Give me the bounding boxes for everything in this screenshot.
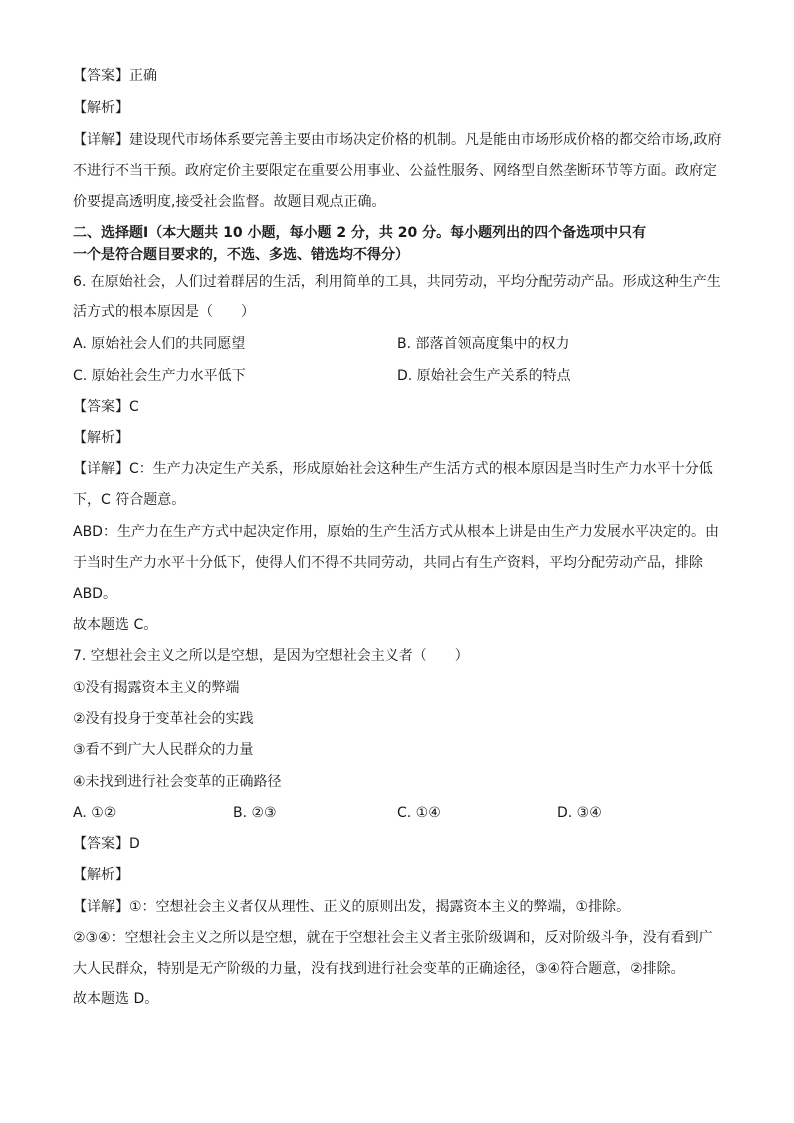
q6-detail-line: ABD：生产力在生产方式中起决定作用，原始的生产生活方式从根本上讲是由生产力发展水平决定的。由	[73, 524, 719, 540]
q6-option-a: A. 原始社会人们的共同愿望	[73, 336, 246, 352]
q6-option-b: B. 部落首领高度集中的权力	[397, 336, 570, 352]
q6-detail-line: 故本题选 C。	[73, 617, 158, 633]
q7-answer: 【答案】D	[73, 836, 140, 852]
q7-detail-line: ②③④：空想社会主义之所以是空想，就在于空想社会主义者主张阶级调和，反对阶级斗争，没有看到广	[73, 930, 713, 946]
q6-analysis-label: 【解析】	[73, 430, 129, 446]
q7-stem: 7. 空想社会主义之所以是空想，是因为空想社会主义者（ ）	[73, 648, 469, 664]
q6-detail-line: ABD。	[73, 586, 117, 602]
q7-detail-line: 大人民群众，特别是无产阶级的力量，没有找到进行社会变革的正确途径，③④符合题意，②排除。	[73, 961, 685, 977]
q6-option-c: C. 原始社会生产力水平低下	[73, 368, 246, 384]
q6-stem: 6. 在原始社会，人们过着群居的生活，利用简单的工具，共同劳动，平均分配劳动产品。形成这种生产生	[73, 274, 721, 290]
q6-detail-line: 下，C 符合题意。	[73, 492, 186, 508]
q5-detail-line: 价要提高透明度,接受社会监督。故题目观点正确。	[73, 194, 386, 210]
q5-detail-line: 【详解】建设现代市场体系要完善主要由市场决定价格的机制。凡是能由市场形成价格的都交给市场,政府	[73, 132, 722, 148]
q7-item: ②没有投身于变革社会的实践	[73, 711, 254, 727]
section-heading: 二、选择题Ⅰ（本大题共 10 小题，每小题 2 分，共 20 分。每小题列出的四个备选项中只有	[73, 225, 647, 241]
q7-option-d: D. ③④	[557, 805, 602, 821]
q7-item: ①没有揭露资本主义的弊端	[73, 680, 240, 696]
q6-option-d: D. 原始社会生产关系的特点	[397, 368, 571, 384]
q7-item: ④未找到进行社会变革的正确路径	[73, 774, 282, 790]
q6-answer: 【答案】C	[73, 399, 139, 415]
section-heading: 一个是符合题目要求的，不选、多选、错选均不得分）	[73, 247, 409, 263]
q7-detail-line: 故本题选 D。	[73, 991, 159, 1007]
q7-item: ③看不到广大人民群众的力量	[73, 742, 254, 758]
q7-detail-line: 【详解】①：空想社会主义者仅从理性、正义的原则出发，揭露资本主义的弊端，①排除。	[73, 899, 631, 915]
q7-analysis-label: 【解析】	[73, 867, 129, 883]
q5-detail-line: 不进行不当干预。政府定价主要限定在重要公用事业、公益性服务、网络型自然垄断环节等方面。政府定	[73, 163, 717, 179]
q5-answer: 【答案】正确	[73, 68, 157, 84]
q6-stem: 活方式的根本原因是（ ）	[73, 304, 255, 320]
q7-option-a: A. ①②	[73, 805, 117, 821]
q7-option-c: C. ①④	[397, 805, 441, 821]
q6-detail-line: 于当时生产力水平十分低下，使得人们不得不共同劳动，共同占有生产资料，平均分配劳动产品，排除	[73, 555, 703, 571]
q6-detail-line: 【详解】C：生产力决定生产关系，形成原始社会这种生产生活方式的根本原因是当时生产力水平十分低	[73, 461, 713, 477]
q5-analysis-label: 【解析】	[73, 100, 129, 116]
q7-option-b: B. ②③	[233, 805, 277, 821]
